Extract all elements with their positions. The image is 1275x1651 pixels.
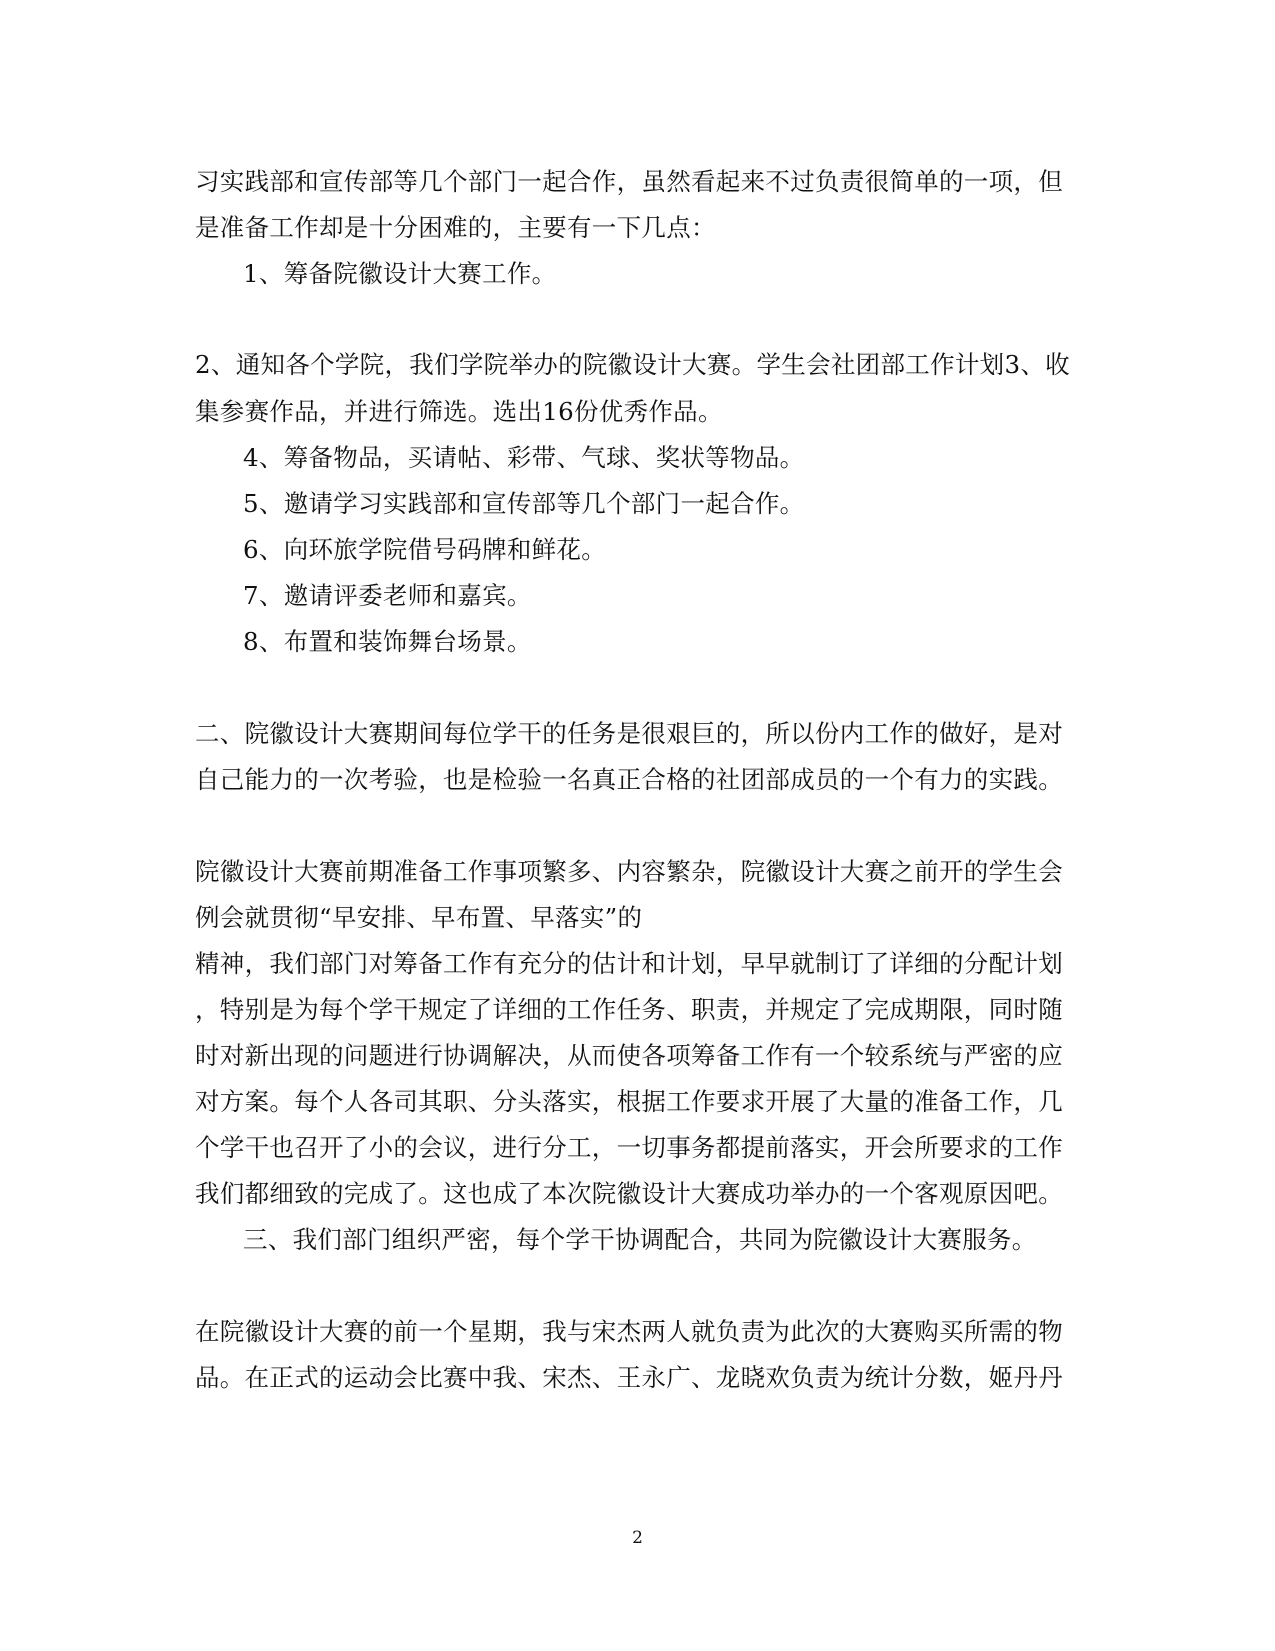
text-line: 精神，我们部门对筹备工作有充分的估计和计划，早早就制订了详细的分配计划: [195, 949, 1063, 978]
text-line: 个学干也召开了小的会议，进行分工，一切事务都提前落实，开会所要求的工作: [195, 1133, 1063, 1162]
text-line: ，特别是为每个学干规定了详细的工作任务、职责，并规定了完成期限，同时随: [195, 995, 1063, 1024]
list-item: 6、向环旅学院借号码牌和鲜花。: [243, 535, 607, 564]
list-item: 8、布置和装饰舞台场景。: [243, 627, 532, 656]
list-item: 4、筹备物品，买请帖、彩带、气球、奖状等物品。: [243, 443, 805, 472]
section-heading-line: 二、院徽设计大赛期间每位学干的任务是很艰巨的，所以份内工作的做好，是对: [195, 719, 1063, 748]
text-line: 是准备工作却是十分困难的，主要有一下几点：: [195, 213, 716, 242]
text-line: 我们都细致的完成了。这也成了本次院徽设计大赛成功举办的一个客观原因吧。: [195, 1179, 1063, 1208]
section-heading-line: 三、我们部门组织严密，每个学干协调配合，共同为院徽设计大赛服务。: [243, 1225, 1037, 1254]
text-line: 时对新出现的问题进行协调解决，从而使各项筹备工作有一个较系统与严密的应: [195, 1041, 1063, 1070]
text-line: 品。在正式的运动会比赛中我、宋杰、王永广、龙晓欢负责为统计分数，姬丹丹: [195, 1363, 1063, 1392]
text-line: 例会就贯彻“早安排、早布置、早落实”的: [195, 903, 643, 932]
list-item: 5、邀请学习实践部和宣传部等几个部门一起合作。: [243, 489, 805, 518]
list-item: 1、筹备院徽设计大赛工作。: [243, 259, 557, 288]
text-line: 集参赛作品，并进行筛选。选出16份优秀作品。: [195, 397, 723, 426]
list-item: 7、邀请评委老师和嘉宾。: [243, 581, 532, 610]
text-line: 对方案。每个人各司其职、分头落实，根据工作要求开展了大量的准备工作，几: [195, 1087, 1063, 1116]
text-line: 自己能力的一次考验，也是检验一名真正合格的社团部成员的一个有力的实践。: [195, 765, 1063, 794]
text-line: 在院徽设计大赛的前一个星期，我与宋杰两人就负责为此次的大赛购买所需的物: [195, 1317, 1063, 1346]
text-line: 习实践部和宣传部等几个部门一起合作，虽然看起来不过负责很简单的一项，但: [195, 167, 1063, 196]
text-line: 院徽设计大赛前期准备工作事项繁多、内容繁杂，院徽设计大赛之前开的学生会: [195, 857, 1063, 886]
text-line: 2、通知各个学院，我们学院举办的院徽设计大赛。学生会社团部工作计划3、收: [195, 350, 1070, 379]
page-number: 2: [632, 1528, 643, 1548]
